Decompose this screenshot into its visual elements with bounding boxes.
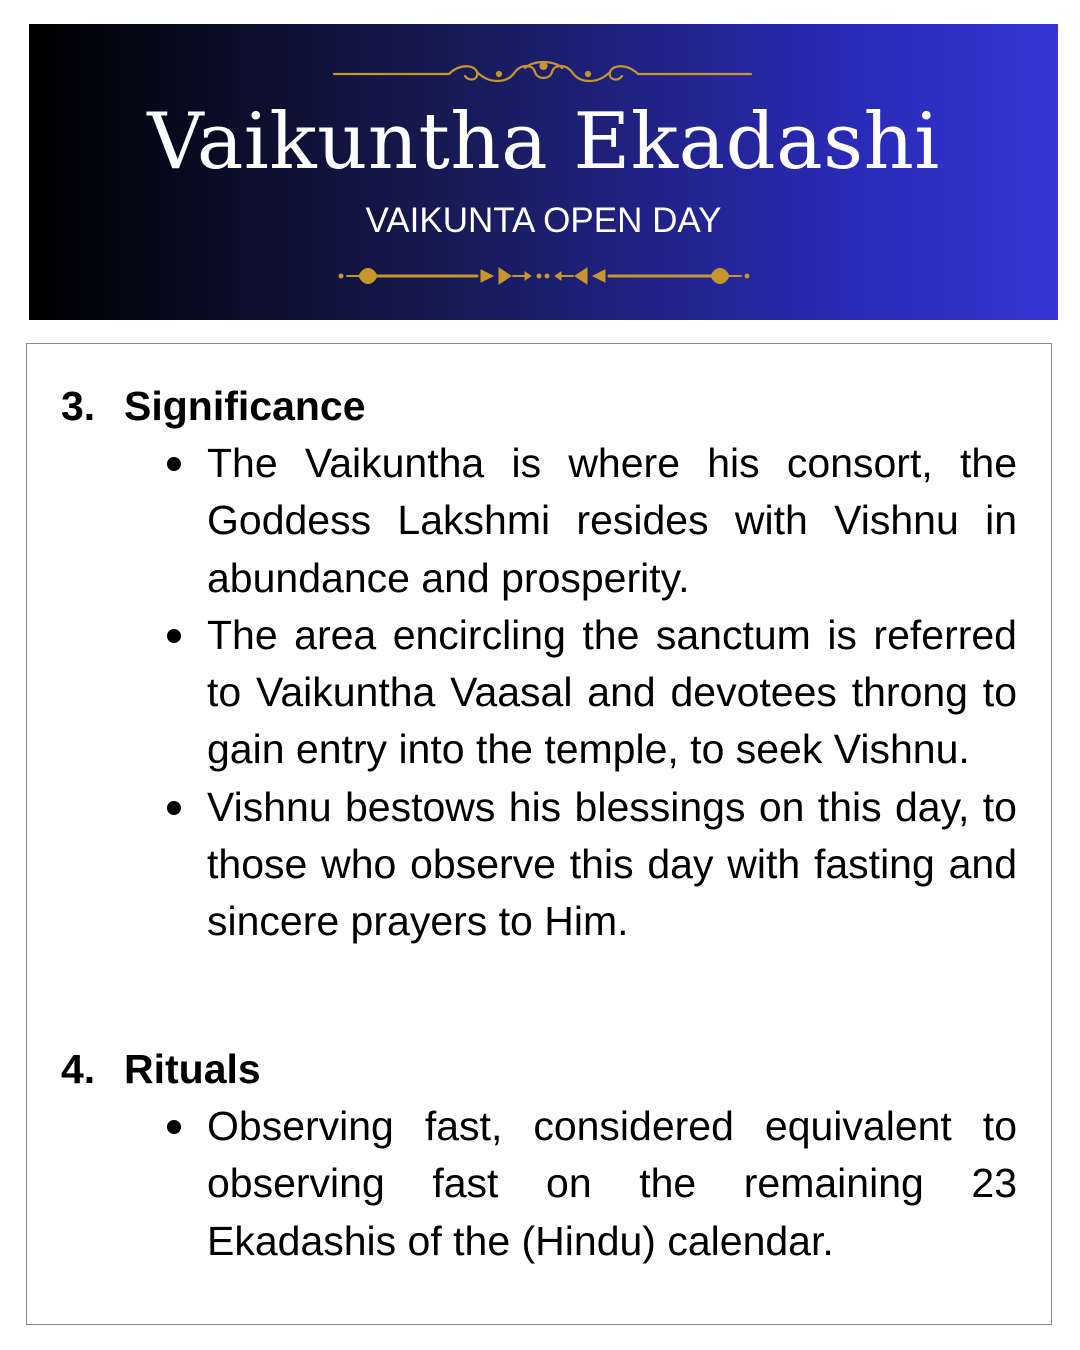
list-item xyxy=(61,779,1017,951)
page-title: Vaikuntha Ekadashi xyxy=(147,97,940,187)
list-item xyxy=(61,1098,1017,1270)
bullet-list xyxy=(61,1098,1021,1270)
section-rituals xyxy=(61,1041,1021,1270)
section-title: Significance xyxy=(124,383,366,429)
section-title: Rituals xyxy=(124,1046,261,1092)
bottom-divider-ornament xyxy=(29,262,1058,290)
top-flourish-ornament xyxy=(29,58,1058,88)
bullet-list xyxy=(61,435,1021,951)
page-subtitle: VAIKUNTA OPEN DAY xyxy=(365,201,722,240)
list-item xyxy=(61,435,1017,607)
bullet-dot-icon xyxy=(167,457,181,471)
list-item-text: The area encircling the sanctum is referred to Vaikuntha Vaasal and devotees throng to gain entry into the temple, to seek Vishnu. xyxy=(207,611,1017,773)
list-item-text: Observing fast, considered equivalent to observing fast on the remaining 23 Ekadashis of the (Hindu) calendar. xyxy=(207,1103,1017,1264)
list-item-text: The Vaikuntha is where his consort, the Goddess Lakshmi resides with Vishnu in abundance and prosperity. xyxy=(207,440,1017,601)
section-number: 3. xyxy=(61,383,96,429)
list-item xyxy=(61,607,1017,779)
header-banner xyxy=(29,24,1058,320)
section-heading xyxy=(61,378,1021,435)
section-heading xyxy=(61,1041,1021,1098)
bullet-dot-icon xyxy=(167,1120,181,1134)
content-panel xyxy=(26,343,1052,1325)
bullet-dot-icon xyxy=(167,629,181,643)
bullet-dot-icon xyxy=(167,801,181,815)
section-significance xyxy=(61,378,1021,951)
list-item-text: Vishnu bestows his blessings on this day, to those who observe this day with fasting and sincere prayers to Him. xyxy=(207,783,1017,945)
section-number: 4. xyxy=(61,1046,96,1092)
